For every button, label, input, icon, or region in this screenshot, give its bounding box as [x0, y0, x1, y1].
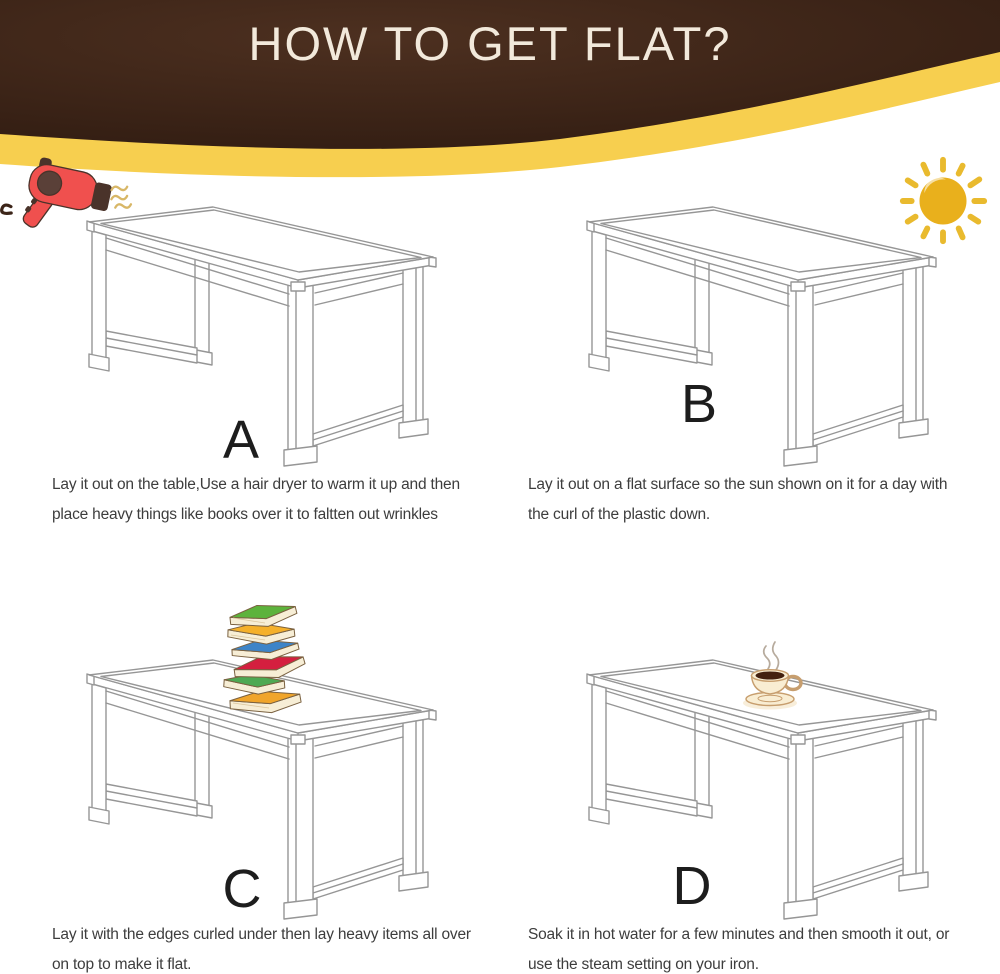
- coffee-cup-icon: [730, 640, 810, 715]
- method-caption: [52, 920, 471, 974]
- caption-line: Soak it in hot water for a few minutes and then smooth it out, or: [528, 926, 950, 943]
- caption-line: Lay it with the edges curled under then lay heavy items all over: [52, 926, 471, 943]
- method-label: A: [222, 410, 260, 470]
- header-banner: [0, 0, 1000, 175]
- method-label: D: [672, 856, 712, 916]
- method-caption: [52, 470, 460, 530]
- page-title: HOW TO GET FLAT?: [248, 17, 732, 70]
- caption-line: on top to make it flat.: [52, 956, 192, 973]
- table-illustration: [585, 205, 945, 475]
- caption-line: the curl of the plastic down.: [528, 506, 711, 523]
- caption-line: Lay it out on a flat surface so the sun shown on it for a day with: [528, 476, 948, 493]
- caption-line: place heavy things like books over it to faltten out wrinkles: [52, 506, 438, 523]
- caption-line: use the steam setting on your iron.: [528, 956, 759, 973]
- method-label: B: [680, 374, 718, 434]
- method-caption: [528, 470, 947, 530]
- method-caption: [528, 920, 949, 974]
- method-label: C: [222, 859, 262, 919]
- table-illustration: [85, 205, 445, 475]
- books-icon: [222, 602, 307, 714]
- caption-line: Lay it out on the table,Use a hair dryer to warm it up and then: [52, 476, 460, 493]
